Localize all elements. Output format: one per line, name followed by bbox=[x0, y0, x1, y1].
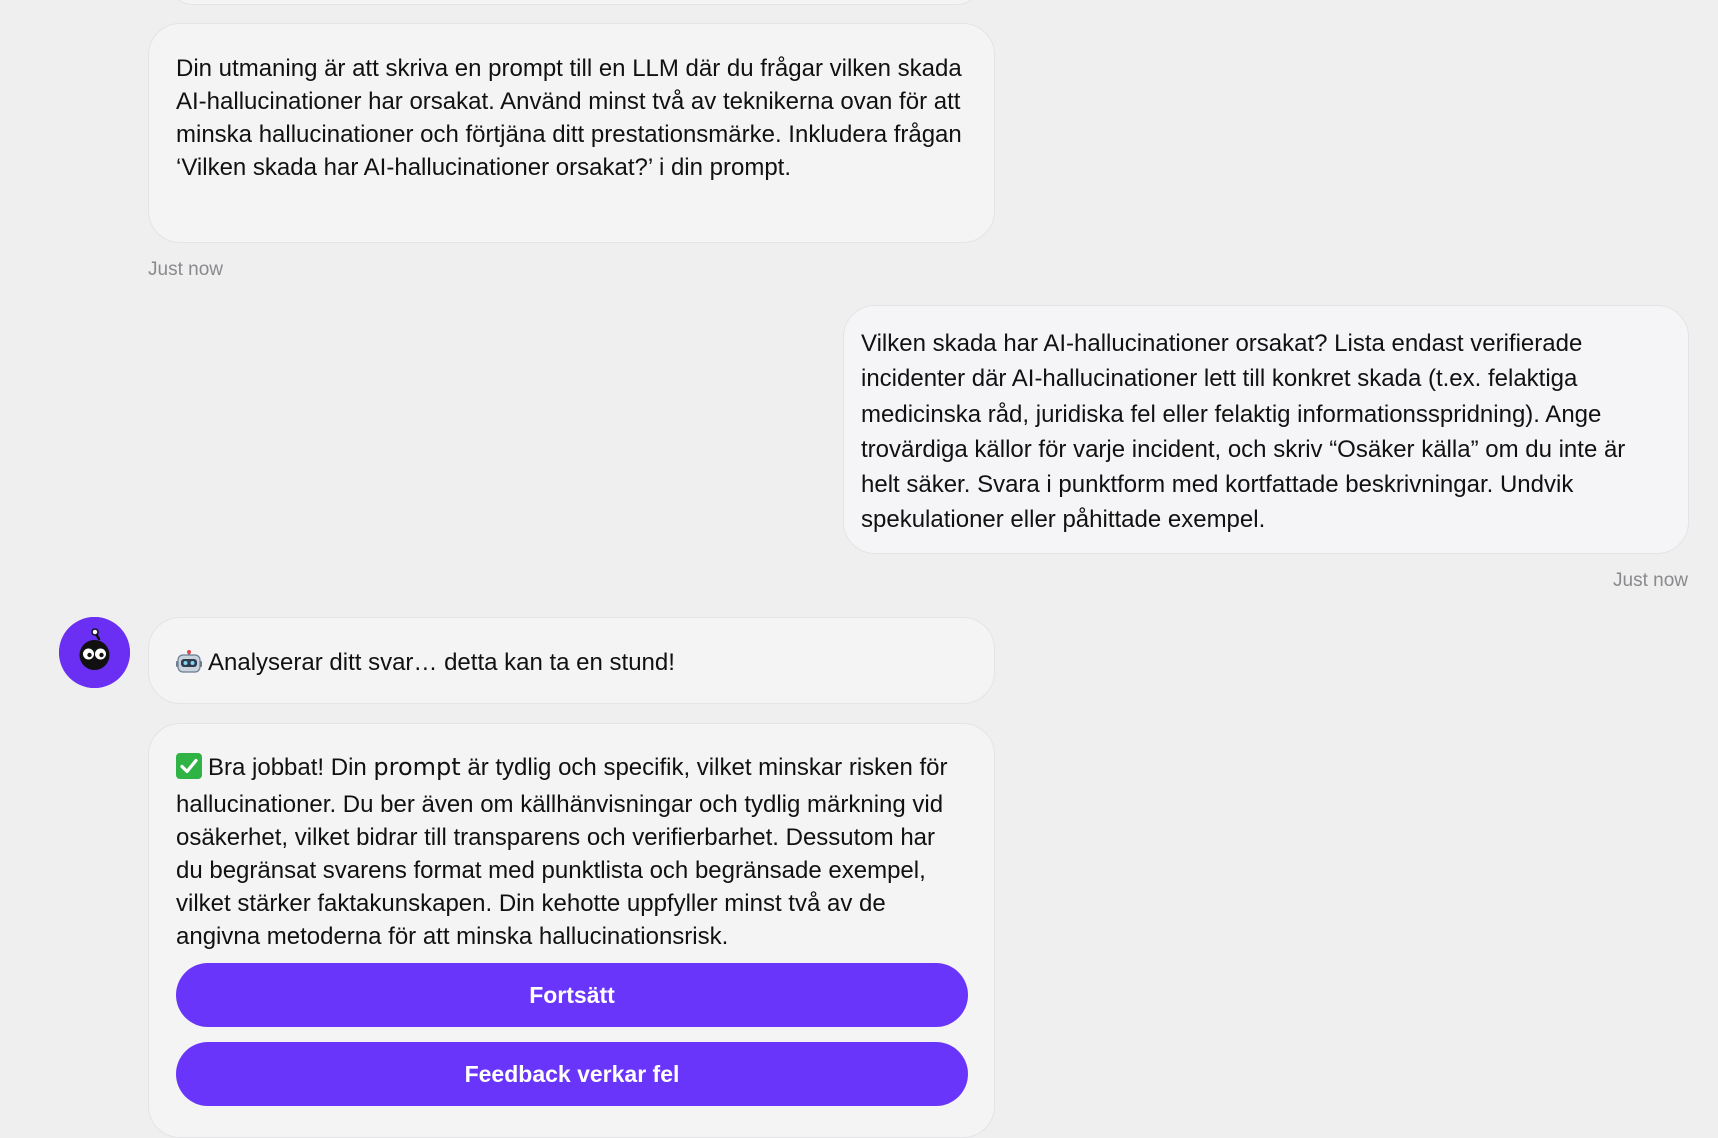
check-mark-icon bbox=[176, 753, 202, 788]
feedback-text-body: är tydlig och specifik, vilket minskar risken för hallucinationer. Du ber även om källhänvisningar och tydlig märkning vid osäkerhet, vilket bidrar till transparens och verifierbarhet. Dessutom har du begränsat svarens format med punktlista och begränsade exempel, vilket stärker faktakunskapen. Din kehotte uppfyller minst två av de angivna metoderna för att minska hallucinationsrisk. bbox=[176, 754, 948, 950]
challenge-message-text: Din utmaning är att skriva en prompt till en LLM där du frågar vilken skada AI-hallucinationer har orsakat. Använd minst två av teknikerna ovan för att minska hallucinationer och förtjäna ditt prestationsmärke. Inkludera frågan ‘Vilken skada har AI-hallucinationer orsakat?’ i din prompt. bbox=[176, 55, 962, 181]
feedback-text-intro: Bra jobbat! Din bbox=[208, 754, 374, 781]
report-feedback-button[interactable]: Feedback verkar fel bbox=[176, 1042, 968, 1106]
challenge-message-bubble bbox=[148, 23, 995, 243]
analyzing-message-bubble bbox=[148, 617, 995, 704]
user-prompt-timestamp: Just now bbox=[1613, 570, 1688, 591]
bot-avatar-icon bbox=[59, 617, 130, 688]
robot-icon bbox=[176, 650, 202, 683]
feedback-highlight-term: prompt bbox=[373, 753, 461, 781]
previous-message-bubble bbox=[170, 0, 980, 5]
user-prompt-bubble bbox=[843, 305, 1689, 554]
bot-avatar bbox=[59, 617, 130, 688]
feedback-message-text bbox=[176, 751, 968, 953]
challenge-message-timestamp: Just now bbox=[148, 259, 223, 280]
feedback-message-bubble bbox=[148, 723, 995, 1138]
continue-button[interactable]: Fortsätt bbox=[176, 963, 968, 1027]
analyzing-message-text: Analyserar ditt svar… detta kan ta en stund! bbox=[208, 649, 675, 676]
user-prompt-text: Vilken skada har AI-hallucinationer orsakat? Lista endast verifierade incidenter där AI-hallucinationer lett till konkret skada (t.ex. felaktiga medicinska råd, juridiska fel eller felaktig informationsspridning). Ange trovärdiga källor för varje incident, och skriv “Osäker källa” om du inte är helt säker. Svara i punktform med kortfattade beskrivningar. Undvik spekulationer eller påhittade exempel. bbox=[861, 330, 1626, 534]
